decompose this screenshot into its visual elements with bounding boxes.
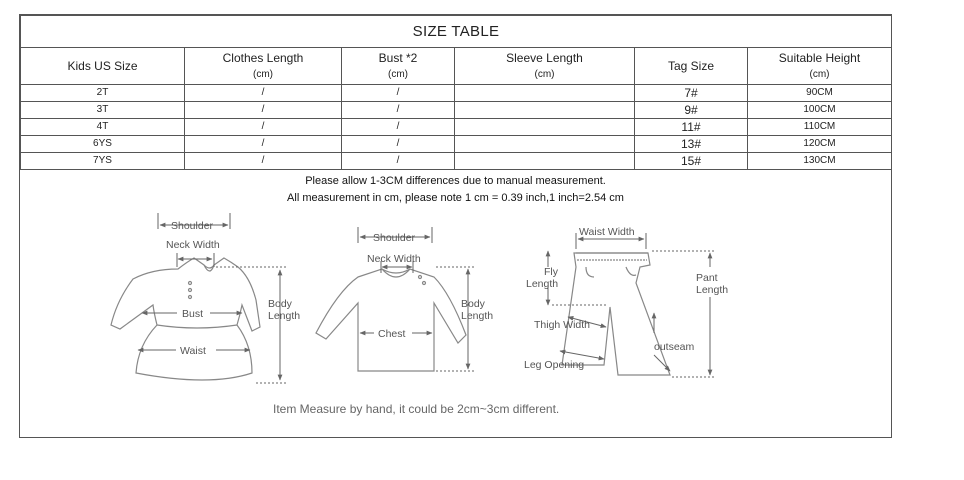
shirt-outline (316, 269, 466, 371)
col-header-clothes-length: Clothes Length (cm) (185, 48, 342, 85)
size-chart-frame (19, 14, 892, 438)
dress-body-label: Body (268, 298, 292, 310)
table-row: 6YS / / 13# 120CM (21, 136, 892, 153)
shirt-shoulder-label: Shoulder (373, 232, 416, 244)
dress-waist-label: Waist (180, 345, 206, 357)
pants-fly-label: Fly (544, 266, 558, 278)
table-title: SIZE TABLE (21, 16, 892, 48)
dress-shoulder-label: Shoulder (171, 220, 214, 232)
dress-length-label: Length (268, 310, 301, 322)
table-row: 7YS / / 15# 130CM (21, 153, 892, 170)
shirt-length-label: Length (461, 310, 494, 322)
dress-neck-label: Neck Width (166, 239, 220, 251)
pants-pant-label: Pant (696, 272, 718, 284)
pants-thigh-label: Thigh Width (534, 319, 591, 331)
shirt-neck-label: Neck Width (367, 253, 421, 265)
table-row: 2T / / 7# 90CM (21, 85, 892, 102)
dress-bust-label: Bust (182, 308, 204, 320)
col-header-kids-size: Kids US Size (21, 48, 185, 85)
pants-fly-length-label: Length (526, 278, 559, 290)
note-line-1: Please allow 1-3CM differences due to manual measurement. (305, 175, 606, 187)
shirt-measure-lines (358, 227, 474, 371)
col-header-sleeve-length: Sleeve Length (cm) (455, 48, 635, 85)
col-header-bust: Bust *2 (cm) (342, 48, 455, 85)
pants-measure-lines (548, 233, 716, 377)
shirt-diagram (316, 269, 466, 371)
table-row: 4T / / 11# 110CM (21, 119, 892, 136)
measurement-diagrams (20, 15, 891, 437)
table-row: 3T / / 9# 100CM (21, 102, 892, 119)
pants-leg-label: Leg Opening (524, 359, 585, 371)
pants-waist-label: Waist Width (579, 226, 635, 238)
col-header-suitable-height: Suitable Height (cm) (748, 48, 892, 85)
footer-note: Item Measure by hand, it could be 2cm~3cm different. (273, 402, 560, 416)
shirt-chest-label: Chest (378, 328, 406, 340)
pants-outseam-label: outseam (654, 341, 695, 353)
note-line-2: All measurement in cm, please note 1 cm = 0.39 inch,1 inch=2.54 cm (287, 192, 624, 204)
pants-pant-length-label: Length (696, 284, 729, 296)
col-header-tag-size: Tag Size (635, 48, 748, 85)
shirt-body-label: Body (461, 298, 485, 310)
